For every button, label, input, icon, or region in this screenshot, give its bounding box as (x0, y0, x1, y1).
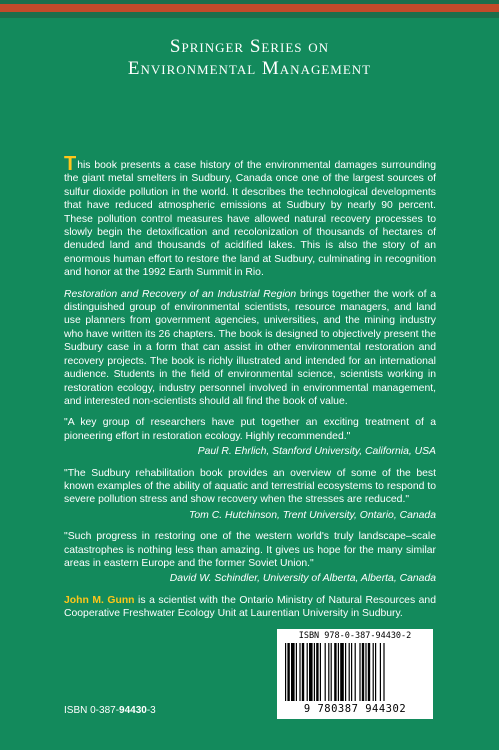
barcode-bars (285, 643, 425, 701)
barcode-bar (291, 643, 295, 701)
author-bio-text: is a scientist with the Ontario Ministry of Natural Resources and Cooperative Freshwater Ecology Unit at Laurentian University in Sudbury. (64, 594, 436, 620)
series-title-line2: Environmental Management (127, 58, 372, 79)
top-bar (0, 0, 499, 18)
book-title: Restoration and Recovery of an Industrial Region (64, 288, 297, 300)
isbn-text (64, 705, 156, 716)
barcode-bar (296, 643, 297, 701)
barcode-number: 9 780387 944302 (303, 703, 407, 715)
barcode-bar (340, 643, 344, 701)
second-text: brings together the work of a distinguished group of environmental scientists, resource managers, and land use planners from government agencies, universities, and the mining industry who have written its 26 chapters. The book is designed to objectively present the Sudbury case in a form that can assist in other environmental restoration and recovery projects. The book is richly illustrated and intended for an international audience. Students in the field of environmental science, scientists working in restoration ecology, industry personnel involved in environmental management, and interested non-scientists should all find the book of value. (64, 288, 436, 407)
barcode-isbn-label: ISBN 978-0-387-94430-2 (298, 631, 412, 641)
barcode-bar (375, 643, 376, 701)
barcode-bar (309, 643, 313, 701)
quote-ehrlich (64, 416, 436, 458)
barcode-bar (345, 643, 346, 701)
barcode-bar (359, 643, 360, 701)
series-title-line1: Springer Series on (169, 36, 330, 57)
intro-paragraph (64, 153, 436, 280)
barcode-bar (338, 643, 339, 701)
barcode-bar (307, 643, 308, 701)
barcode-bar (299, 643, 300, 701)
quote-hutchinson (64, 467, 436, 523)
barcode-bar (320, 643, 321, 701)
barcode-bar (365, 643, 366, 701)
barcode-bar (325, 643, 326, 701)
barcode-bar (351, 643, 352, 701)
barcode-bar (314, 643, 315, 701)
quote-text: "A key group of researchers have put together an exciting treatment of a pioneering effort in restoration ecology. Highly recommended." (64, 417, 436, 442)
second-paragraph (64, 288, 436, 409)
barcode-bar (349, 643, 350, 701)
intro-text: his book presents a case history of the environmental damages surrounding the giant metal smelters in Sudbury, Canada once one of the largest sources of sulfur dioxide pollution in the world. It describes the technological developments that have reduced atmospheric emissions at Sudbury by nearly 90 percent. These pollution control measures have allowed natural recovery processes to slowly begin the detoxification and recolonization of thousands of hectares of denuded land and thousands of acidified lakes. This is also the story of an enormous human effort to restore the land at Sudbury, culminating in recognition and honor at the 1992 Earth Summit in Rio. (64, 160, 436, 279)
isbn-prefix: ISBN 0-387- (64, 705, 120, 716)
quote-attribution: Paul R. Ehrlich, Stanford University, California, USA (197, 446, 436, 458)
barcode-bar (302, 643, 304, 701)
quote-attribution: David W. Schindler, University of Alberta, Alberta, Canada (169, 573, 436, 585)
barcode-bar (331, 643, 332, 701)
barcode-bar (355, 643, 356, 701)
barcode-bar (368, 643, 370, 701)
quote-schindler (64, 530, 436, 586)
barcode-bar (362, 643, 364, 701)
isbn-suffix: -3 (146, 705, 156, 716)
barcode-bar (287, 643, 289, 701)
barcode-bar (373, 643, 374, 701)
series-title (0, 36, 499, 80)
barcode-bar (328, 643, 329, 701)
quote-text: "The Sudbury rehabilitation book provides an overview of some of the best known examples of the ability of aquatic and terrestrial ecosystems to respond to severe pollution stress and show recovery when the stresses are reduced." (64, 467, 436, 506)
description (64, 153, 436, 621)
isbn-bold: 94430 (119, 705, 147, 716)
drop-cap: T (64, 153, 77, 175)
barcode-bar (380, 643, 381, 701)
barcode-bar (334, 643, 336, 701)
isbn-barcode (277, 629, 433, 719)
quote-text: "Such progress in restoring one of the western world's truly landscape–scale catastrophes is nothing less than amazing. It gives us hope for the many similar areas in eastern Europe and the former Soviet Union." (64, 531, 436, 569)
quote-attribution: Tom C. Hutchinson, Trent University, Ontario, Canada (189, 509, 436, 521)
barcode-bar (316, 643, 318, 701)
author-bio (64, 594, 436, 621)
author-name: John M. Gunn (64, 594, 135, 606)
barcode-bar (285, 643, 286, 701)
barcode-bar (383, 643, 384, 701)
red-stripe (0, 4, 499, 12)
